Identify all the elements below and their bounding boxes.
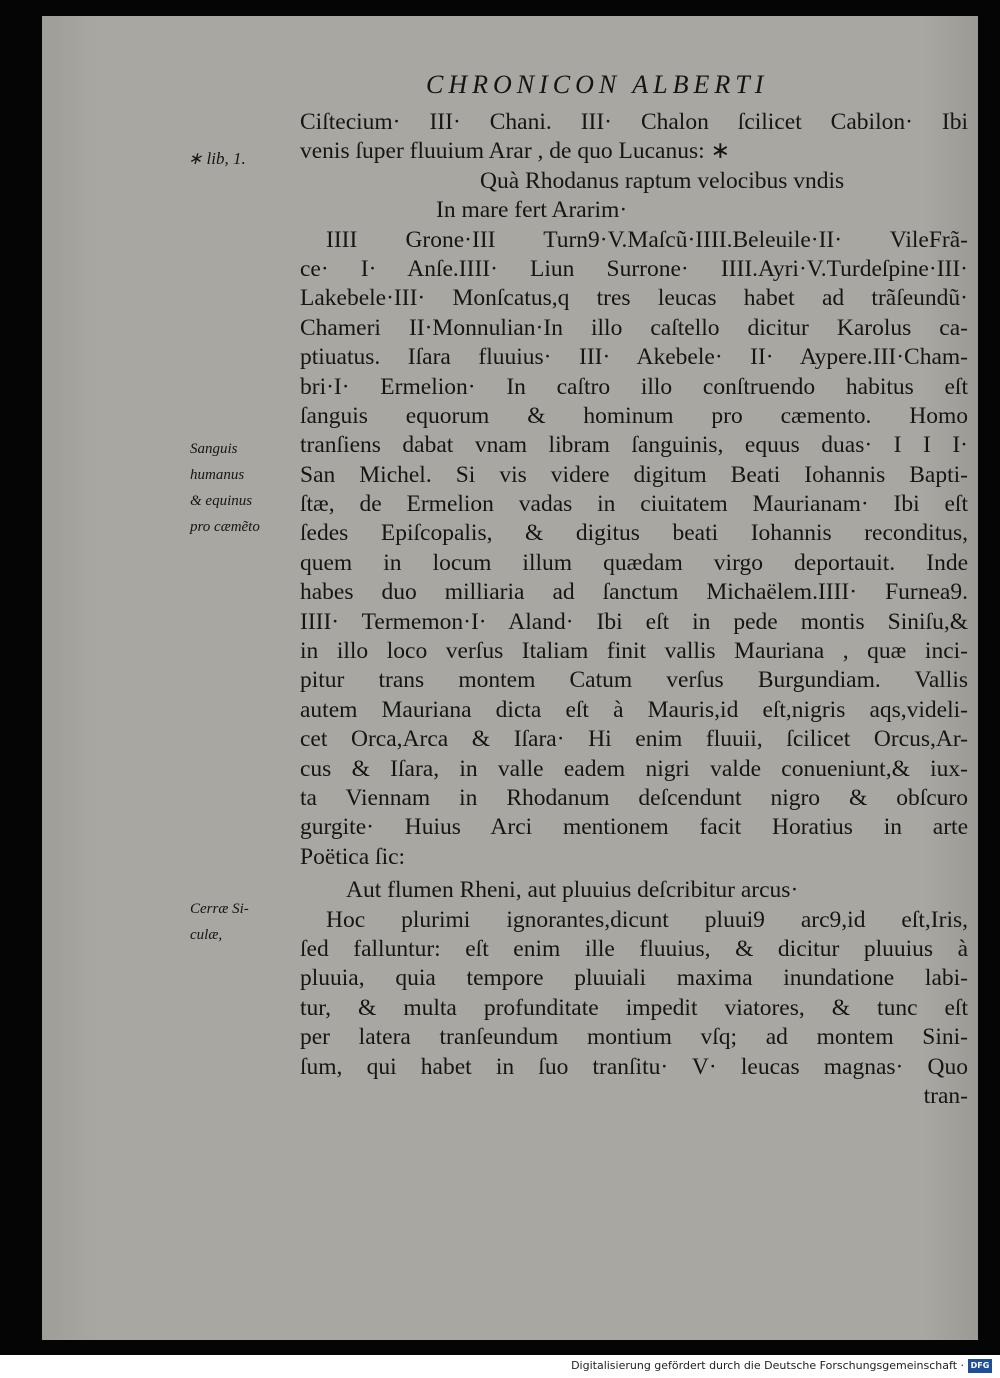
text-line: cus & Iſara, in valle eadem nigri valde conueniunt,& iux- xyxy=(300,755,968,782)
margin-note-line: Cerræ Si- xyxy=(190,901,249,917)
footer-credit: Digitalisierung gefördert durch die Deutsche Forschungsgemeinschaft · xyxy=(571,1359,964,1372)
text-line: habes duo milliaria ad ſanctum Michaëlem.IIII· Furnea9. xyxy=(300,579,968,606)
text-line: in illo loco verſus Italiam finit vallis Mauriana , quæ inci- xyxy=(300,638,968,665)
text-line: tur, & multa profunditate impedit viatores, & tunc eſt xyxy=(300,994,968,1021)
catchword: tran- xyxy=(923,1082,968,1109)
body-text xyxy=(300,108,968,1111)
margin-note-line: humanus xyxy=(190,467,245,483)
text-line: Poëtica ſic: xyxy=(300,843,406,870)
text-line: cet Orca,Arca & Iſara· Hi enim fluuii, ſcilicet Orcus,Ar- xyxy=(300,726,968,753)
text-line: Chameri II·Monnulian·In illo caſtello dicitur Karolus ca- xyxy=(300,314,968,341)
running-head: CHRONICON ALBERTI xyxy=(426,70,769,99)
text-line: ptiuatus. Iſara fluuius· III· Akebele· II· Aypere.III·Cham- xyxy=(300,344,968,371)
text-line: ſtæ, de Ermelion vadas in ciuitatem Maurianam· Ibi eſt xyxy=(300,491,968,518)
text-line: ſed falluntur: eſt enim ille fluuius, & dicitur pluuius à xyxy=(300,935,968,962)
text-line: Lakebele·III· Monſcatus,q tres leucas habet ad trãſeundũ· xyxy=(300,285,968,312)
text-line: quem in locum illum quædam virgo deportauit. Inde xyxy=(300,549,968,576)
text-line: pluuia, quia tempore pluuiali maxima inundatione labi- xyxy=(300,965,968,992)
text-line: IIII Grone·III Turn9·V.Maſcũ·IIII.Beleuile·II· VileFrã- xyxy=(326,226,968,253)
text-line: venis ſuper fluuium Arar , de quo Lucanus: ∗ xyxy=(300,138,731,165)
margin-note-line: culæ, xyxy=(190,927,223,943)
text-line: San Michel. Si vis videre digitum Beati Iohannis Bapti- xyxy=(300,461,968,488)
text-line: IIII· Termemon·I· Aland· Ibi eſt in pede montis Siniſu,& xyxy=(300,608,968,635)
margin-note-line: Sanguis xyxy=(190,441,238,457)
verse-line: Aut flumen Rheni, aut pluuius deſcribitur arcus· xyxy=(346,877,799,904)
margin-note-cerrae xyxy=(190,896,249,948)
footer-bar xyxy=(0,1355,1000,1378)
text-line: gurgite· Huius Arci mentionem facit Horatius in arte xyxy=(300,814,968,841)
text-line: autem Mauriana dicta eſt à Mauris,id eſt,nigris aqs,videli- xyxy=(300,696,968,723)
text-line: ta Viennam in Rhodanum deſcendunt nigro & obſcuro xyxy=(300,784,968,811)
text-line: Hoc plurimi ignorantes,dicunt pluui9 arc9,id eſt,Iris, xyxy=(326,906,968,933)
margin-note-line: pro cæmẽto xyxy=(190,519,260,535)
text-line: bri·I· Ermelion· In caſtro illo conſtruendo habitus eſt xyxy=(300,373,968,400)
verse-line: In mare fert Ararim· xyxy=(436,197,628,224)
verse-line: Quà Rhodanus raptum velocibus vndis xyxy=(480,167,845,194)
text-line: ce· I· Anſe.IIII· Liun Surrone· IIII.Ayri·V.Turdeſpine·III· xyxy=(300,255,968,282)
book-page xyxy=(42,16,978,1340)
margin-note-lib: ∗ lib, 1. xyxy=(188,149,246,168)
text-line: ſum, qui habet in ſuo tranſitu· V· leucas magnas· Quo xyxy=(300,1053,968,1080)
dfg-logo-icon: DFG xyxy=(968,1359,992,1373)
text-line: per latera tranſeundum montium vſq; ad montem Sini- xyxy=(300,1024,968,1051)
text-line: tranſiens dabat vnam libram ſanguinis, equus duas· I I I· xyxy=(300,432,968,459)
text-line: pitur trans montem Catum verſus Burgundiam. Vallis xyxy=(300,667,968,694)
margin-note-sanguis xyxy=(190,436,260,540)
text-line: Ciſtecium· III· Chani. III· Chalon ſcilicet Cabilon· Ibi xyxy=(300,109,968,135)
text-line: ſedes Epiſcopalis, & digitus beati Iohannis reconditus, xyxy=(300,520,968,547)
margin-note-line: & equinus xyxy=(190,493,253,509)
text-line: ſanguis equorum & hominum pro cæmento. Homo xyxy=(300,402,968,429)
